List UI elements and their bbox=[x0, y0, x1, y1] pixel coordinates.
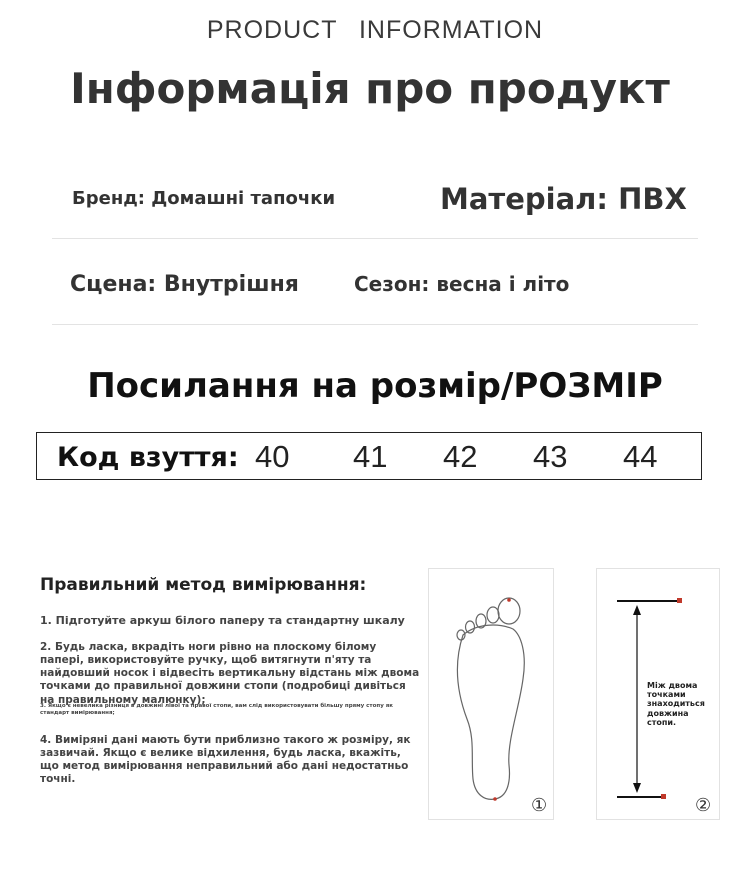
heel-marker-icon bbox=[493, 797, 497, 801]
material-attribute: Матеріал: ПВХ bbox=[440, 182, 687, 216]
size-code: 41 bbox=[353, 439, 388, 474]
scene-attribute: Сцена: Внутрішня bbox=[70, 272, 299, 297]
product-information-subtitle: PRODUCT INFORMATION bbox=[206, 16, 544, 44]
figure-number: ① bbox=[531, 795, 548, 816]
page-title: Інформація про продукт bbox=[70, 64, 670, 113]
size-table bbox=[36, 432, 702, 480]
measurement-step: 4. Виміряні дані мають бути приблизно такого ж розміру, як зазвичай. Якщо є велике відхилення, будь ласка, вкажіть, що метод вимірювання неправильний або дані недостатньо точні. bbox=[40, 734, 411, 786]
figure-number: ② bbox=[695, 795, 712, 816]
size-code: 43 bbox=[533, 439, 568, 474]
shoe-code-label: Код взуття: bbox=[57, 442, 239, 473]
measurement-method-title: Правильний метод вимірювання: bbox=[40, 575, 367, 595]
size-code: 42 bbox=[443, 439, 478, 474]
measurement-step: 1. Підготуйте аркуш білого паперу та стандартну шкалу bbox=[40, 614, 405, 627]
measurement-step: 3. Якщо є невелика різниця в довжині лівої та правої стопи, вам слід використовувати більшу пряму стопу як стандарт вимірювання; bbox=[40, 703, 393, 716]
toe-marker-icon bbox=[507, 598, 511, 602]
size-code: 44 bbox=[623, 439, 658, 474]
foot-outline-figure bbox=[428, 568, 554, 820]
size-code: 40 bbox=[255, 439, 290, 474]
foot-length-figure bbox=[596, 568, 720, 820]
season-attribute: Сезон: весна і літо bbox=[354, 272, 570, 296]
divider bbox=[52, 324, 698, 325]
brand-attribute: Бренд: Домашні тапочки bbox=[72, 188, 336, 209]
measurement-step: 2. Будь ласка, вкрадіть ноги рівно на плоскому білому папері, використовуйте ручку, щоб витягнути п'яту та найдовший носок і відвесіть вертикальну відстань між двома точками до правильної довжини стопи (подробиці дивіться на правильному малюнку); bbox=[40, 641, 420, 706]
foot-length-note: Між двома точками знаходиться довжина стопи. bbox=[647, 681, 705, 727]
size-reference-title: Посилання на розмір/РОЗМІР bbox=[87, 366, 663, 406]
divider bbox=[52, 238, 698, 239]
foot-outline-icon bbox=[429, 569, 553, 819]
